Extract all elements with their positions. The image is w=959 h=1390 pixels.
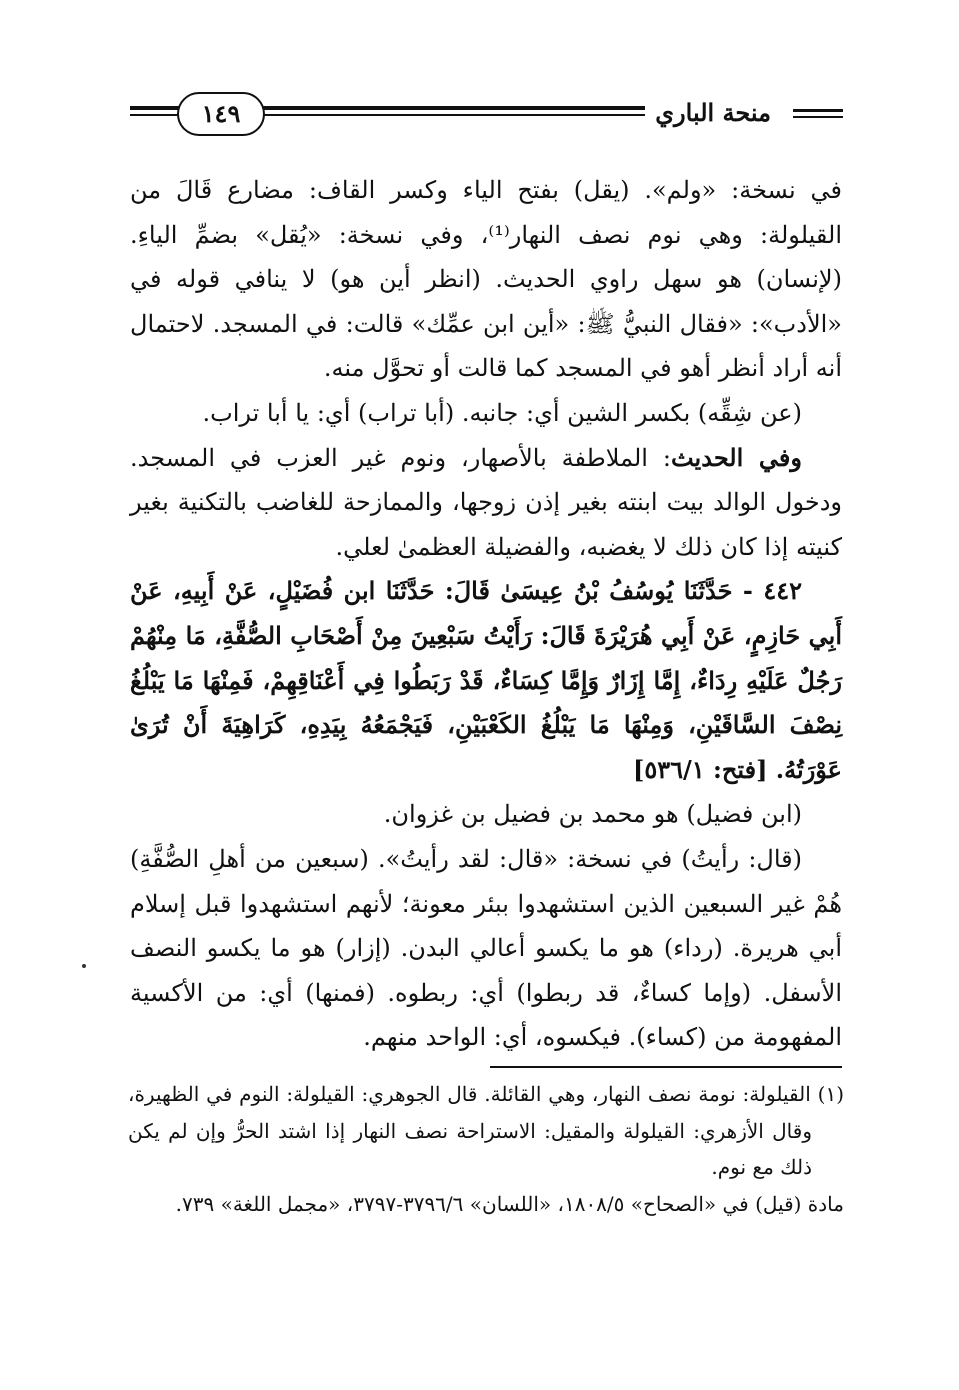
paragraph-commentary-3: (قال: رأيتُ) في نسخة: «قال: لقد رأيتُ». (سبعين من أهلِ الصُّفَّةِ) هُمْ غير السبعين الذين استشهدوا ببئر معونة؛ لأنهم استشهدوا قبل إسلام أبي هريرة. (رداء) هو ما يكسو أعالي البدن. (إزار) هو ما يكسو النصف الأسفل. (وإما كساءٌ، قد ربطوا) أي: ربطوه. (فمنها) أي: من الأكسية المفهومة من (كساء). فيكسوه، أي: الواحد منهم. <box>130 844 842 1052</box>
section-label: وفي الحديث <box>670 442 802 472</box>
footnote-separator <box>490 1066 842 1068</box>
scan-speck <box>82 964 86 968</box>
footnote-1: (١) القيلولة: نومة نصف النهار، وهي القائلة. قال الجوهري: القيلولة: النوم في الظهيرة، وقال الأزهري: القيلولة والمقيل: الاستراحة نصف النهار إذا اشتد الحرُّ وإن لم يكن ذلك مع نوم. <box>128 1082 844 1179</box>
paragraph-commentary-1: في نسخة: «ولم». (يقل) بفتح الياء وكسر القاف: مضارع قَالَ من القيلولة: وهي نوم نصف النهار⁽¹⁾، وفي نسخة: «يُقل» بضمِّ الياءِ. (لإنسان) هو سهل راوي الحديث. (انظر أين هو) لا ينافي قوله في «الأدب»: «فقال النبيُّ ﷺ: «أين ابن عمِّك» قالت: في المسجد. لاحتمال أنه أراد أنظر أهو في المسجد كما قالت أو تحوَّل منه. <box>130 176 843 383</box>
paragraph-hadith-lessons <box>130 436 842 570</box>
header-rule-right <box>793 109 843 118</box>
paragraph-commentary-2: (عن شِقِّه) بكسر الشين أي: جانبه. (أبا تراب) أي: يا أبا تراب. <box>202 398 802 427</box>
footnotes <box>128 1076 844 1222</box>
lessons-text: : الملاطفة بالأصهار، ونوم غير العزب في المسجد. ودخول الوالد بيت ابنته بغير إذن زوجها، والممازحة للغاضب بالتكنية بغير كنيته إذا كان ذلك لا يغضبه، والفضيلة العظمىٰ لعلي. <box>130 443 842 561</box>
page-header <box>125 92 843 142</box>
hadith-text: ٤٤٢ - حَدَّثَنَا يُوسُفُ بْنُ عِيسَىٰ قَالَ: حَدَّثَنَا ابن فُضَيْلٍ، عَنْ أَبِيهِ، عَنْ أَبِي حَازِمٍ، عَنْ أَبِي هُرَيْرَةَ قَالَ: رَأَيْتُ سَبْعِينَ مِنْ أَصْحَابِ الصُّفَّةِ، مَا مِنْهُمْ رَجُلٌ عَلَيْهِ رِدَاءٌ، إِمَّا إِزَارٌ وَإِمَّا كِسَاءٌ، قَدْ رَبَطُوا فِي أَعْنَاقِهِمْ، فَمِنْهَا مَا يَبْلُغُ نِصْفَ السَّاقَيْنِ، وَمِنْهَا مَا يَبْلُغُ الكَعْبَيْنِ، فَيَجْمَعُهُ بِيَدِهِ، كَرَاهِيَةَ أَنْ تُرَىٰ عَوْرَتُهُ. [فتح: ٥٣٦/١] <box>130 576 843 784</box>
book-title: منحة الباري <box>645 98 781 127</box>
footnote-1-reference: مادة (قيل) في «الصحاح» ١٨٠٨/٥، «اللسان» ٣٧٩٦/٦-٣٧٩٧، «مجمل اللغة» ٧٣٩. <box>175 1191 844 1216</box>
paragraph-narrator-note: (ابن فضيل) هو محمد بن فضيل بن غزوان. <box>383 800 802 829</box>
page-number: ١٤٩ <box>177 92 265 136</box>
main-text <box>130 168 842 1060</box>
